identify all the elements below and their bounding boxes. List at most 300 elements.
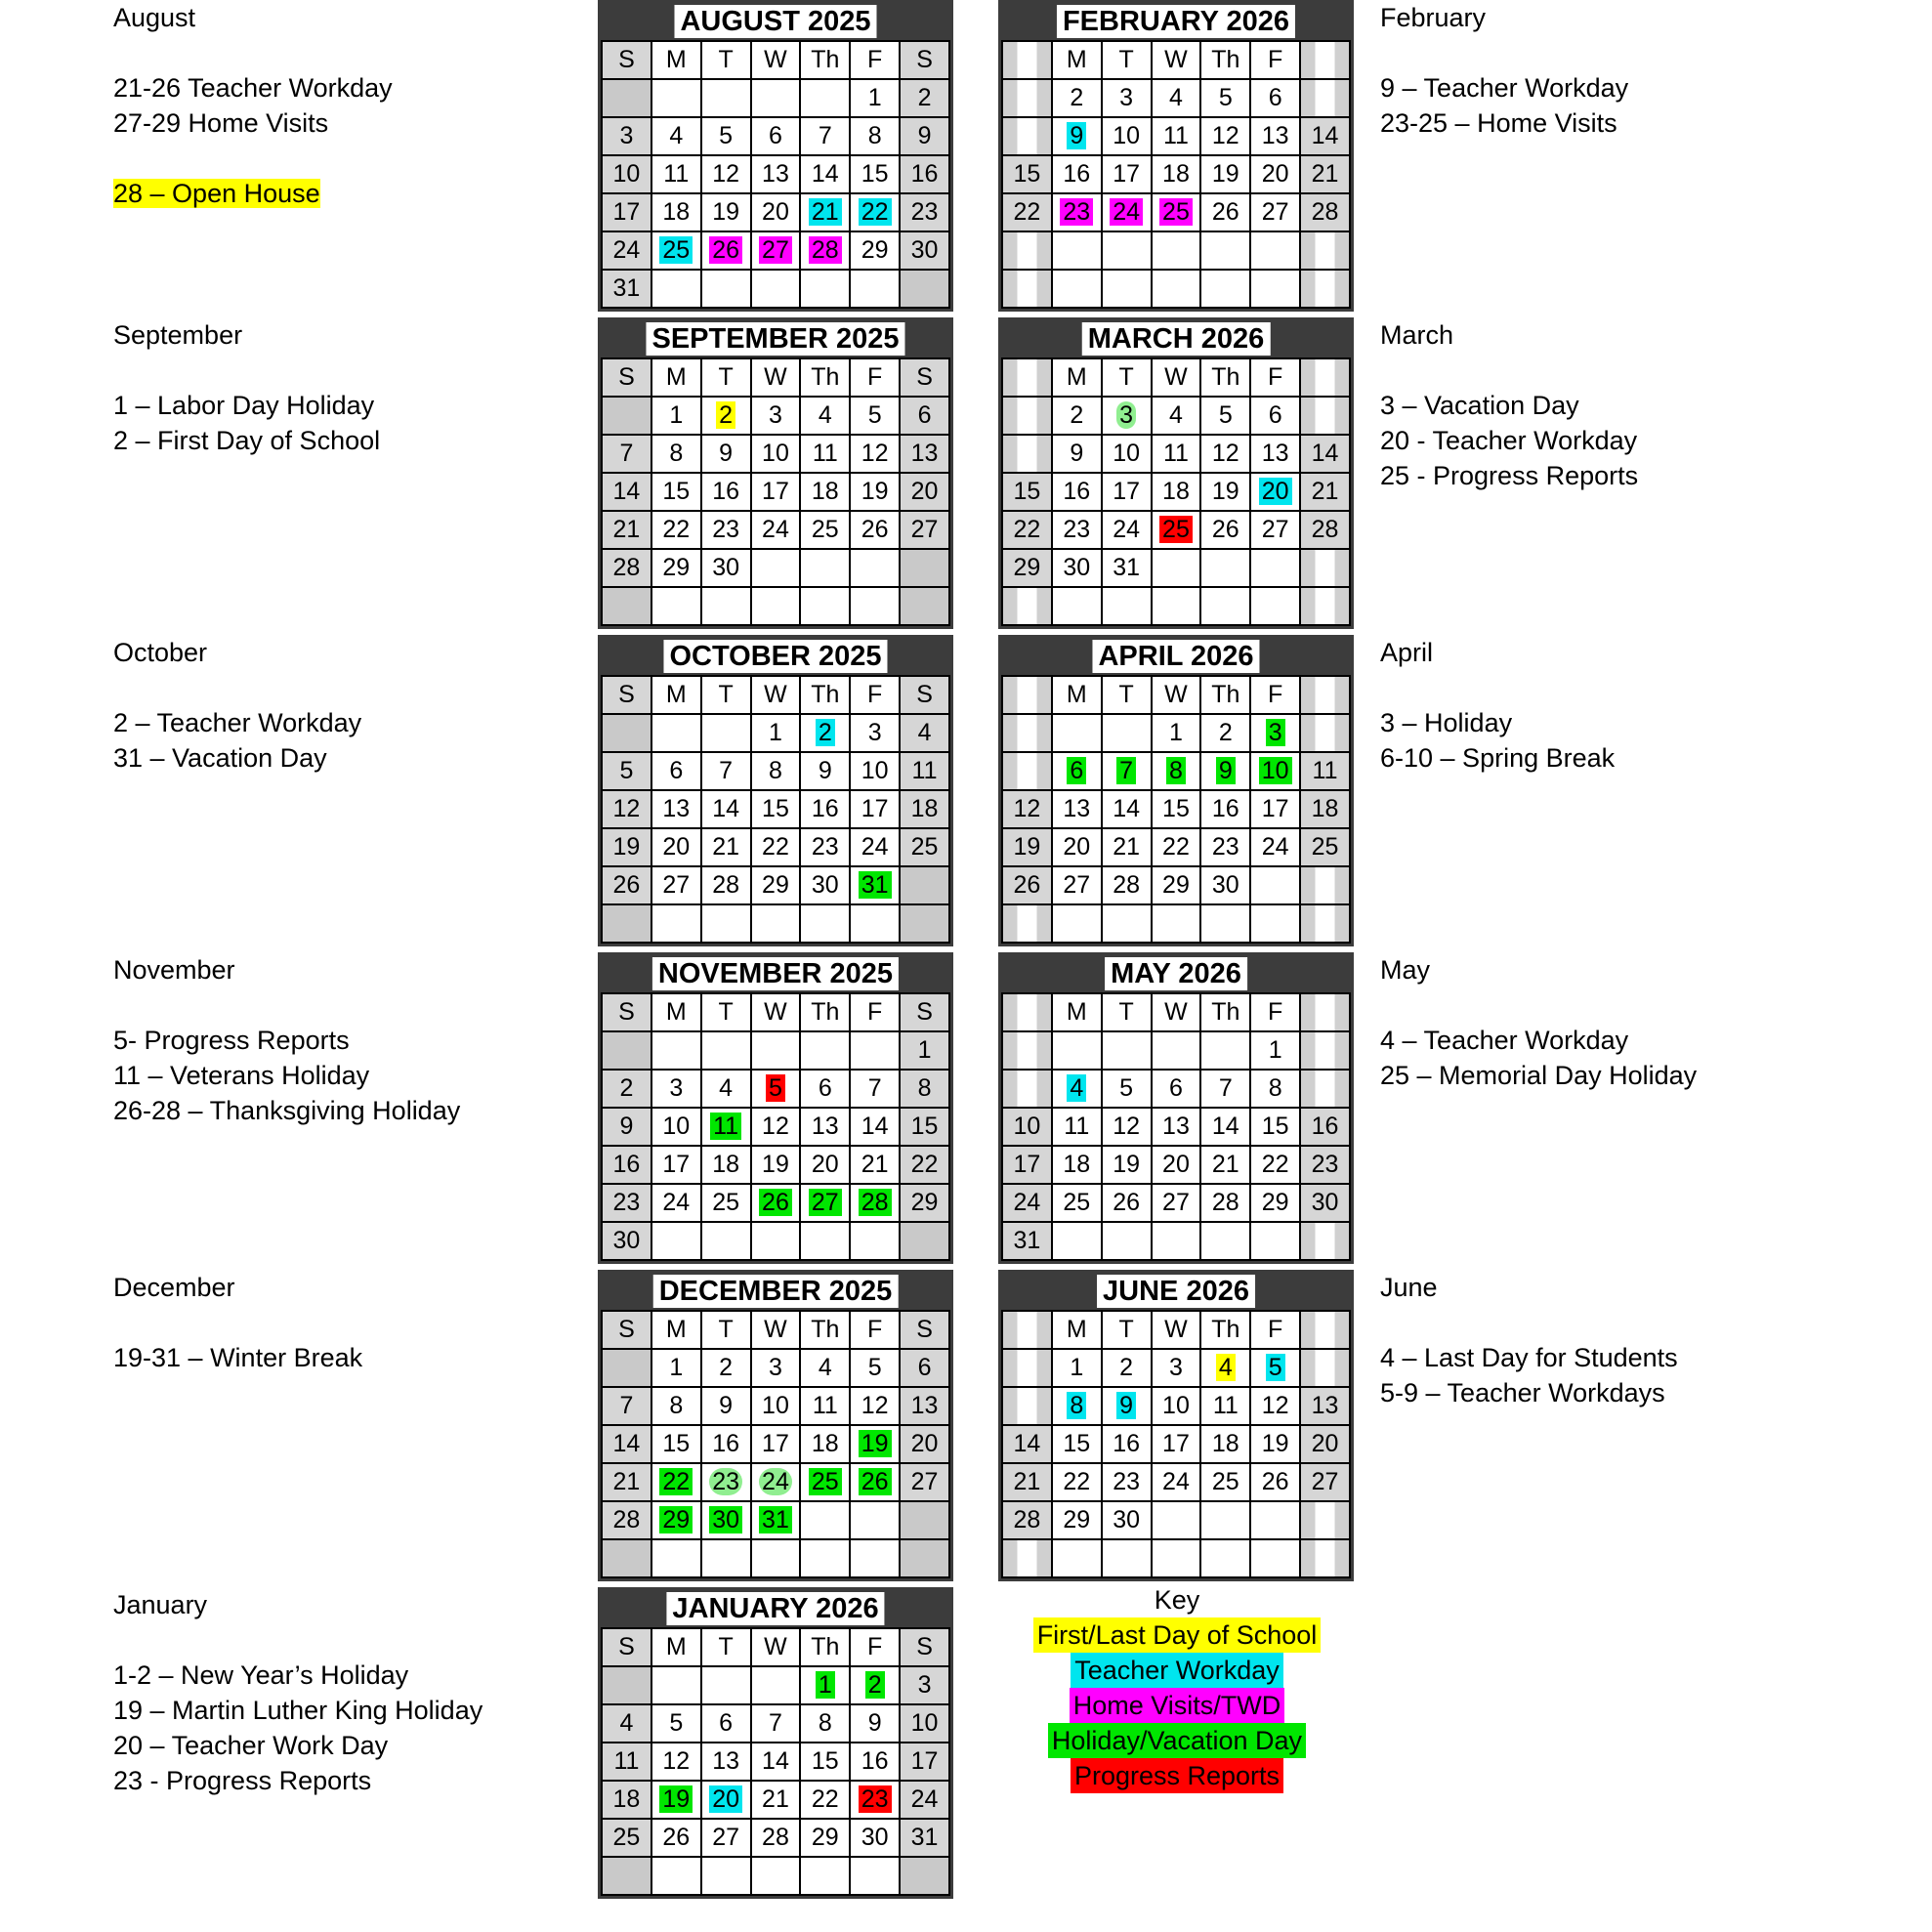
day-cell: 26	[651, 1819, 701, 1857]
weekday-header: Th	[1200, 676, 1250, 714]
day-cell: 5	[1102, 1070, 1152, 1108]
day-cell: 18	[701, 1146, 751, 1184]
day-cell: 21	[1300, 155, 1350, 193]
legend-key	[996, 1582, 1358, 1793]
day-cell: 4	[651, 117, 701, 155]
day-cell: 22	[800, 1781, 850, 1819]
day-cell: 15	[751, 790, 801, 828]
day-cell: 8	[1052, 1387, 1102, 1425]
day-cell: 1	[1250, 1031, 1300, 1070]
day-cell: 27	[900, 511, 949, 549]
day-cell: 27	[1300, 1463, 1350, 1501]
day-cell: 21	[701, 828, 751, 866]
day-cell	[701, 904, 751, 943]
day-cell: 2	[701, 1349, 751, 1387]
day-cell	[1250, 549, 1300, 587]
day-cell: 24	[900, 1781, 949, 1819]
weekday-header: F	[850, 358, 900, 397]
weekday-header: M	[651, 1311, 701, 1349]
weekday-header: M	[1052, 1311, 1102, 1349]
weekday-header	[1002, 41, 1052, 79]
day-cell	[651, 1857, 701, 1895]
day-cell: 11	[900, 752, 949, 790]
month-calendar	[598, 0, 953, 312]
weekday-header: M	[651, 993, 701, 1031]
day-cell: 20	[1300, 1425, 1350, 1463]
day-cell	[800, 79, 850, 117]
key-item: First/Last Day of School	[1033, 1617, 1322, 1653]
day-cell: 1	[1152, 714, 1201, 752]
notes-month-heading: March	[1380, 320, 1454, 350]
day-cell	[900, 587, 949, 625]
day-cell: 17	[751, 1425, 801, 1463]
day-cell: 16	[602, 1146, 651, 1184]
weekday-header: S	[602, 1628, 651, 1666]
day-cell	[651, 1031, 701, 1070]
weekday-header: S	[602, 41, 651, 79]
day-cell: 22	[1250, 1146, 1300, 1184]
day-cell: 28	[1200, 1184, 1250, 1222]
day-cell: 4	[1200, 1349, 1250, 1387]
day-cell: 14	[800, 155, 850, 193]
day-cell: 2	[1102, 1349, 1152, 1387]
day-cell: 10	[1152, 1387, 1201, 1425]
day-cell: 2	[800, 714, 850, 752]
day-cell: 16	[900, 155, 949, 193]
month-calendar	[998, 317, 1354, 629]
day-cell: 7	[751, 1704, 801, 1743]
day-cell: 28	[1002, 1501, 1052, 1539]
day-cell	[1250, 904, 1300, 943]
day-cell	[602, 1666, 651, 1704]
day-cell: 25	[1200, 1463, 1250, 1501]
notes-month-heading: January	[113, 1590, 208, 1619]
day-cell: 29	[1002, 549, 1052, 587]
day-cell	[751, 1857, 801, 1895]
day-cell: 13	[900, 435, 949, 473]
day-cell: 9	[800, 752, 850, 790]
notes-line: 2 – Teacher Workday	[113, 708, 362, 737]
day-cell: 9	[701, 435, 751, 473]
day-cell	[1002, 270, 1052, 308]
weekday-header	[1300, 358, 1350, 397]
day-cell: 1	[1052, 1349, 1102, 1387]
weekday-header: W	[751, 358, 801, 397]
day-cell	[701, 587, 751, 625]
day-cell	[1300, 866, 1350, 904]
weekday-header: S	[602, 358, 651, 397]
day-cell	[800, 904, 850, 943]
weekday-header: S	[900, 41, 949, 79]
day-cell	[751, 1666, 801, 1704]
day-cell: 28	[751, 1819, 801, 1857]
day-cell	[1300, 397, 1350, 435]
weekday-header: T	[701, 41, 751, 79]
day-cell	[651, 904, 701, 943]
day-cell: 29	[751, 866, 801, 904]
day-cell: 1	[850, 79, 900, 117]
notes-line: 2 – First Day of School	[113, 426, 381, 455]
key-item: Progress Reports	[1071, 1758, 1283, 1793]
weekday-header: F	[850, 1311, 900, 1349]
day-cell: 22	[1002, 193, 1052, 231]
day-cell	[751, 904, 801, 943]
day-cell	[800, 549, 850, 587]
day-cell: 22	[1052, 1463, 1102, 1501]
notes-line: 25 – Memorial Day Holiday	[1380, 1061, 1698, 1090]
day-cell	[1152, 270, 1201, 308]
day-cell: 17	[1250, 790, 1300, 828]
day-cell: 5	[602, 752, 651, 790]
day-cell	[701, 1031, 751, 1070]
day-cell: 22	[651, 1463, 701, 1501]
day-cell	[1102, 714, 1152, 752]
day-cell	[1152, 231, 1201, 270]
weekday-header: T	[701, 993, 751, 1031]
calendar-title: APRIL 2026	[1092, 640, 1259, 673]
day-cell	[1250, 1501, 1300, 1539]
day-cell	[1052, 714, 1102, 752]
day-cell: 20	[751, 193, 801, 231]
weekday-header	[1300, 676, 1350, 714]
calendar-title: OCTOBER 2025	[663, 640, 887, 673]
day-cell	[900, 1857, 949, 1895]
day-cell: 14	[701, 790, 751, 828]
day-cell: 9	[850, 1704, 900, 1743]
calendar-title: NOVEMBER 2025	[652, 957, 899, 990]
day-cell: 30	[701, 1501, 751, 1539]
day-cell: 8	[1152, 752, 1201, 790]
day-cell: 13	[651, 790, 701, 828]
day-cell: 17	[1152, 1425, 1201, 1463]
day-cell: 13	[1300, 1387, 1350, 1425]
month-notes	[1380, 635, 1790, 776]
day-cell	[1002, 117, 1052, 155]
day-cell: 18	[1152, 155, 1201, 193]
day-cell: 23	[1102, 1463, 1152, 1501]
weekday-header: Th	[1200, 358, 1250, 397]
day-cell	[1052, 231, 1102, 270]
day-cell	[1002, 1539, 1052, 1577]
day-cell	[800, 1031, 850, 1070]
day-cell: 7	[1102, 752, 1152, 790]
day-cell: 22	[1002, 511, 1052, 549]
day-cell: 13	[701, 1743, 751, 1781]
weekday-header: W	[751, 1311, 801, 1349]
day-cell	[1002, 435, 1052, 473]
day-cell	[701, 79, 751, 117]
weekday-header: M	[1052, 993, 1102, 1031]
day-cell	[701, 1222, 751, 1260]
day-cell: 21	[1002, 1463, 1052, 1501]
day-cell: 10	[850, 752, 900, 790]
day-cell	[602, 79, 651, 117]
day-cell	[701, 270, 751, 308]
day-cell: 21	[751, 1781, 801, 1819]
day-cell: 19	[701, 193, 751, 231]
day-cell: 13	[751, 155, 801, 193]
day-cell: 27	[701, 1819, 751, 1857]
weekday-header: S	[900, 993, 949, 1031]
day-cell: 31	[850, 866, 900, 904]
day-cell: 13	[800, 1108, 850, 1146]
notes-month-heading: October	[113, 638, 208, 667]
day-cell: 27	[1052, 866, 1102, 904]
day-cell: 31	[1002, 1222, 1052, 1260]
day-cell: 31	[602, 270, 651, 308]
day-cell	[1200, 904, 1250, 943]
notes-line: 23-25 – Home Visits	[1380, 108, 1617, 138]
day-cell: 11	[800, 1387, 850, 1425]
notes-month-heading: November	[113, 955, 235, 985]
day-cell	[701, 1539, 751, 1577]
day-cell: 13	[1250, 117, 1300, 155]
day-cell: 17	[1002, 1146, 1052, 1184]
day-cell: 15	[800, 1743, 850, 1781]
day-cell	[1102, 231, 1152, 270]
day-cell: 13	[1152, 1108, 1201, 1146]
day-cell	[602, 1857, 651, 1895]
month-calendar	[598, 1587, 953, 1899]
calendar-title: DECEMBER 2025	[653, 1275, 899, 1308]
day-cell: 31	[1102, 549, 1152, 587]
day-cell: 26	[1102, 1184, 1152, 1222]
day-cell: 25	[1152, 193, 1201, 231]
day-cell: 12	[1250, 1387, 1300, 1425]
weekday-header: W	[1152, 1311, 1201, 1349]
month-notes	[1380, 952, 1790, 1093]
day-cell	[1200, 1501, 1250, 1539]
day-cell: 18	[1300, 790, 1350, 828]
day-cell	[900, 1539, 949, 1577]
day-cell: 26	[850, 511, 900, 549]
month-calendar	[998, 0, 1354, 312]
day-cell: 12	[850, 435, 900, 473]
notes-line: 25 - Progress Reports	[1380, 461, 1639, 490]
day-cell	[1300, 714, 1350, 752]
day-cell: 18	[800, 473, 850, 511]
day-cell	[1002, 1070, 1052, 1108]
day-cell	[1200, 1031, 1250, 1070]
weekday-header	[1002, 993, 1052, 1031]
notes-month-heading: June	[1380, 1273, 1438, 1302]
day-cell	[701, 714, 751, 752]
day-cell: 15	[1250, 1108, 1300, 1146]
day-cell: 28	[1300, 511, 1350, 549]
weekday-header: T	[1102, 993, 1152, 1031]
notes-line: 4 – Teacher Workday	[1380, 1026, 1629, 1055]
day-cell: 7	[1200, 1070, 1250, 1108]
day-cell: 10	[1002, 1108, 1052, 1146]
day-cell	[651, 270, 701, 308]
month-calendar	[598, 317, 953, 629]
weekday-header	[1300, 41, 1350, 79]
day-cell	[1102, 1031, 1152, 1070]
weekday-header: F	[1250, 41, 1300, 79]
day-cell: 18	[800, 1425, 850, 1463]
day-cell	[850, 587, 900, 625]
day-cell: 14	[1102, 790, 1152, 828]
day-cell: 19	[1002, 828, 1052, 866]
day-cell: 8	[1250, 1070, 1300, 1108]
day-cell: 26	[1250, 1463, 1300, 1501]
month-calendar	[998, 1270, 1354, 1581]
day-cell	[651, 79, 701, 117]
day-cell: 5	[701, 117, 751, 155]
calendar-title: SEPTEMBER 2025	[646, 322, 904, 356]
calendar-title: AUGUST 2025	[674, 5, 876, 38]
notes-month-heading: May	[1380, 955, 1431, 985]
day-cell: 19	[1200, 473, 1250, 511]
day-cell: 3	[751, 1349, 801, 1387]
day-cell	[1152, 904, 1201, 943]
day-cell: 1	[751, 714, 801, 752]
weekday-header: F	[1250, 1311, 1300, 1349]
day-cell: 3	[900, 1666, 949, 1704]
weekday-header: W	[751, 1628, 801, 1666]
weekday-header: T	[701, 358, 751, 397]
day-cell: 22	[1152, 828, 1201, 866]
day-cell	[1102, 587, 1152, 625]
day-cell: 14	[1300, 435, 1350, 473]
day-cell: 29	[651, 549, 701, 587]
day-cell	[1300, 1501, 1350, 1539]
weekday-header: T	[1102, 41, 1152, 79]
day-cell: 25	[800, 511, 850, 549]
day-cell	[800, 1539, 850, 1577]
day-cell: 25	[1300, 828, 1350, 866]
weekday-header: Th	[1200, 1311, 1250, 1349]
day-cell: 12	[751, 1108, 801, 1146]
day-cell: 30	[1052, 549, 1102, 587]
weekday-header: W	[1152, 358, 1201, 397]
day-cell: 26	[701, 231, 751, 270]
day-cell: 10	[651, 1108, 701, 1146]
notes-line: 19-31 – Winter Break	[113, 1343, 363, 1372]
day-cell: 19	[602, 828, 651, 866]
day-cell: 11	[1052, 1108, 1102, 1146]
day-cell: 6	[651, 752, 701, 790]
day-cell: 5	[1250, 1349, 1300, 1387]
day-cell	[602, 397, 651, 435]
notes-month-heading: August	[113, 3, 196, 32]
notes-line: 23 - Progress Reports	[113, 1766, 372, 1795]
day-cell	[900, 1222, 949, 1260]
weekday-header: F	[1250, 993, 1300, 1031]
day-cell: 3	[751, 397, 801, 435]
notes-line: 26-28 – Thanksgiving Holiday	[113, 1096, 461, 1125]
day-cell: 17	[900, 1743, 949, 1781]
day-cell: 15	[900, 1108, 949, 1146]
day-cell	[1002, 714, 1052, 752]
day-cell: 4	[800, 1349, 850, 1387]
day-cell	[1200, 270, 1250, 308]
day-cell: 15	[651, 1425, 701, 1463]
day-cell	[1152, 587, 1201, 625]
key-item: Home Visits/TWD	[1070, 1688, 1285, 1723]
day-cell: 24	[1102, 511, 1152, 549]
day-cell: 1	[800, 1666, 850, 1704]
weekday-header: Th	[1200, 993, 1250, 1031]
day-cell: 29	[1152, 866, 1201, 904]
notes-month-heading: February	[1380, 3, 1487, 32]
weekday-header	[1300, 1311, 1350, 1349]
notes-line: 3 – Holiday	[1380, 708, 1513, 737]
notes-line: 28 – Open House	[113, 179, 320, 208]
day-cell: 25	[602, 1819, 651, 1857]
weekday-header: M	[651, 676, 701, 714]
day-cell	[602, 714, 651, 752]
day-cell: 10	[751, 435, 801, 473]
notes-line	[113, 141, 524, 176]
day-cell: 9	[1102, 1387, 1152, 1425]
notes-line: 3 – Vacation Day	[1380, 391, 1579, 420]
day-cell	[1052, 1539, 1102, 1577]
day-cell: 15	[850, 155, 900, 193]
day-cell: 19	[1102, 1146, 1152, 1184]
day-cell	[751, 79, 801, 117]
day-cell	[1300, 231, 1350, 270]
day-cell: 11	[1200, 1387, 1250, 1425]
day-cell	[602, 1031, 651, 1070]
day-cell	[1250, 587, 1300, 625]
weekday-header: W	[751, 676, 801, 714]
day-cell	[1002, 231, 1052, 270]
day-cell	[800, 1501, 850, 1539]
day-cell	[850, 1031, 900, 1070]
day-cell: 6	[900, 1349, 949, 1387]
day-cell: 29	[1250, 1184, 1300, 1222]
weekday-header: M	[1052, 358, 1102, 397]
day-cell: 24	[651, 1184, 701, 1222]
day-cell: 15	[1002, 473, 1052, 511]
day-cell: 24	[602, 231, 651, 270]
month-notes	[1380, 1270, 1790, 1410]
day-cell: 21	[602, 1463, 651, 1501]
day-cell: 2	[602, 1070, 651, 1108]
day-cell: 30	[850, 1819, 900, 1857]
day-cell: 28	[850, 1184, 900, 1222]
day-cell: 24	[751, 511, 801, 549]
day-cell: 7	[602, 435, 651, 473]
weekday-header: W	[1152, 41, 1201, 79]
day-cell: 9	[701, 1387, 751, 1425]
day-cell: 20	[1052, 828, 1102, 866]
day-cell: 6	[701, 1704, 751, 1743]
day-cell: 23	[900, 193, 949, 231]
day-cell	[1250, 270, 1300, 308]
notes-line: 20 – Teacher Work Day	[113, 1731, 389, 1760]
day-cell: 29	[651, 1501, 701, 1539]
day-cell: 3	[1102, 397, 1152, 435]
day-cell: 15	[1152, 790, 1201, 828]
day-cell: 25	[1152, 511, 1201, 549]
month-calendar	[598, 635, 953, 946]
weekday-header: M	[1052, 41, 1102, 79]
day-cell	[1200, 587, 1250, 625]
day-cell: 11	[602, 1743, 651, 1781]
day-cell: 23	[800, 828, 850, 866]
day-cell	[1300, 549, 1350, 587]
day-cell	[1002, 1031, 1052, 1070]
day-cell: 1	[651, 1349, 701, 1387]
day-cell: 12	[602, 790, 651, 828]
day-cell: 17	[651, 1146, 701, 1184]
day-cell: 12	[1200, 117, 1250, 155]
weekday-header	[1300, 993, 1350, 1031]
day-cell: 25	[1052, 1184, 1102, 1222]
day-cell: 6	[900, 397, 949, 435]
